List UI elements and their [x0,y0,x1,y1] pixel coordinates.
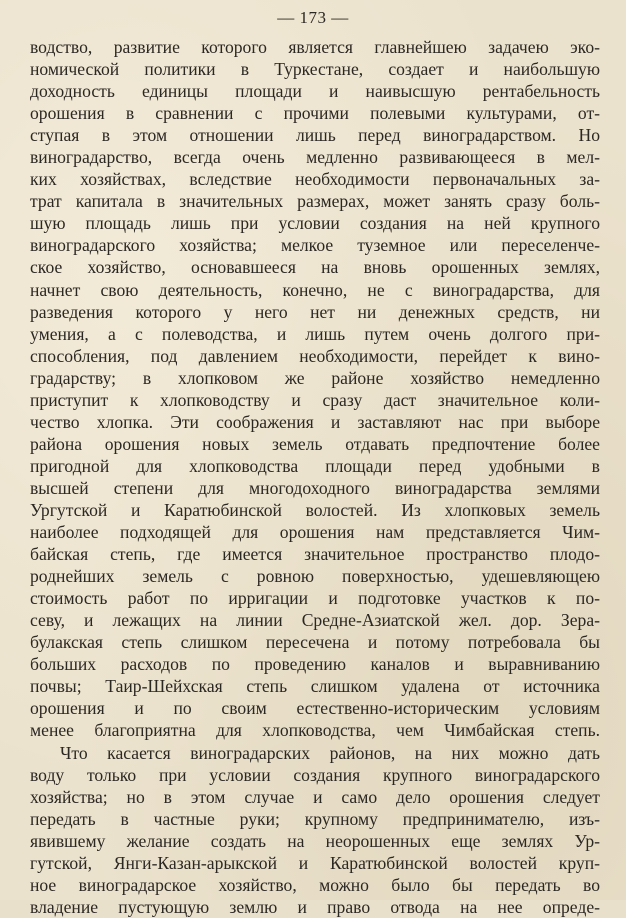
text-line: хозяйства; но в этом случае и само дело орошения следует [30,786,600,807]
text-line: воду только при условии создания крупного виноградарского [30,764,600,785]
text-line: наиболее подходящей для орошения нам представляется Чим- [30,522,600,543]
text-line: чество хлопка. Эти соображения и заставляют нас при выборе [30,411,600,432]
text-line: больших расходов по проведению каналов и выравниванию [30,654,600,675]
text-line: орошения в сравнении с прочими полевыми культурами, от- [30,103,600,124]
text-line: менее благоприятна для хлопководства, чем Чимбайская степь. [30,720,600,741]
text-line: пригодной для хлопководства площади перед удобными в [30,455,600,476]
text-line: Ургутской и Каратюбинской волостей. Из хлопковых земель [30,499,600,520]
text-line: Что касается виноградарских районов, на них можно дать [60,742,600,763]
text-line: трат капитала в значительных размерах, может занять сразу боль- [30,191,600,212]
text-line: доходность единицы площади и наивысшую рентабельность [30,81,600,102]
text-line: ное виноградарское хозяйство, можно было бы передать во [30,874,600,895]
text-line: начнет свою деятельность, конечно, не с виноградарства, для [30,279,600,300]
text-line: градарству; в хлопковом же районе хозяйство немедленно [30,367,600,388]
text-line: роднейших земель с ровною поверхностью, удешевляющею [30,566,600,587]
text-line: булакская степь слишком пересечена и потому потребовала бы [30,632,600,653]
text-line: передать в частные руки; крупному предпринимателю, изъ- [30,808,600,829]
text-line: ское хозяйство, основавшееся на вновь орошенных землях, [30,257,600,278]
text-line: гутской, Янги-Казан-арыкской и Каратюбинской волостей круп- [30,852,600,873]
text-line: шую площадь лишь при условии создания на ней крупного [30,213,600,234]
text-line: высшей степени для многодоходного виноградарства землями [30,477,600,498]
text-line: приступит к хлопководству и сразу даст значительное коли- [30,389,600,410]
text-line: виноградарского хозяйства; мелкое туземное или переселенче- [30,235,600,256]
text-line: разведения которого у него нет ни денежных средств, ни [30,301,600,322]
text-line: явившему желание создать на неорошенных еще землях Ур- [30,830,600,851]
text-line: стоимость работ по ирригации и подготовке участков к по- [30,588,600,609]
text-line: орошения и по своим естественно-историческим условиям [30,698,600,719]
page-number: — 173 — [277,8,349,27]
body-text [30,36,600,918]
text-line: почвы; Таир-Шейхская степь слишком удалена от источника [30,676,600,697]
text-line: виноградарство, всегда очень медленно развивающееся в мел- [30,147,600,168]
text-line: байская степь, где имеется значительное пространство плодо- [30,544,600,565]
text-line: владение пустующую землю и право отвода на нее опреде- [30,896,600,917]
text-line: севу, и лежащих на линии Средне-Азиатской жел. дор. Зера- [30,610,600,631]
text-line: номической политики в Туркестане, создает и наибольшую [30,59,600,80]
text-line: способления, под давлением необходимости, перейдет к вино- [30,345,600,366]
text-line: водство, развитие которого является главнейшею задачею эко- [30,37,600,57]
text-line: ких хозяйствах, вследствие необходимости первоначальных за- [30,169,600,190]
text-line: района орошения новых земель отдавать предпочтение более [30,433,600,454]
text-line: ступая в этом отношении лишь перед виноградарством. Но [30,125,600,146]
text-line: умения, а с полеводства, и лишь путем очень долгого при- [30,323,600,344]
